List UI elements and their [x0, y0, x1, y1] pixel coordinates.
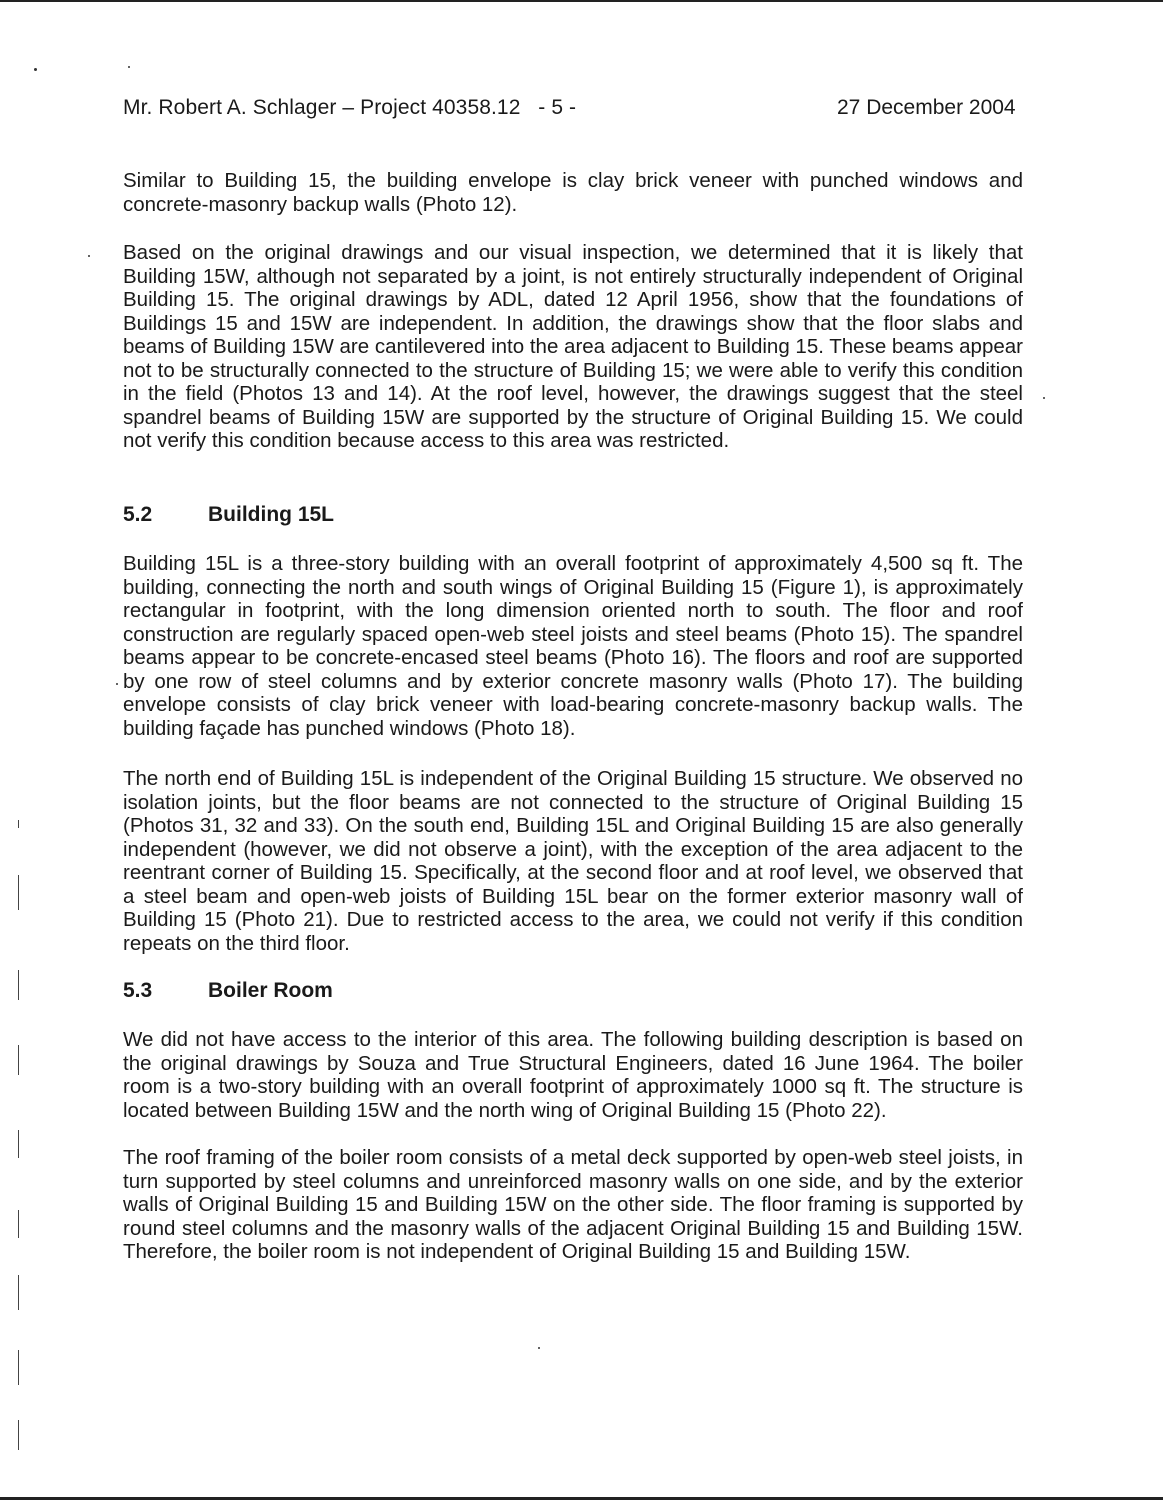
scan-speck — [128, 66, 130, 68]
page-header-date: 27 December 2004 — [837, 96, 1016, 119]
section-title: Building 15L — [208, 503, 334, 526]
paragraph-building-15l-independence: The north end of Building 15L is independent of the Original Building 15 structure. We observed no isolation joints, but the floor beams are not connected to the structure of Original Building 15 (Photos 31, 32 and 33). On the south end, Building 15L and Original Building 15 are also generally independent (however, we did not observe a joint), with the exception of the area adjacent to the reentrant corner of Building 15. Specifically, at the second floor and at roof level, we observed that a steel beam and open-web joists of Building 15L bear on the former exterior masonry wall of Building 15 (Photo 21). Due to restricted access to the area, we could not verify if this condition repeats on the third floor. — [123, 767, 1023, 955]
section-number: 5.2 — [123, 503, 153, 526]
scan-margin-mark — [18, 1210, 19, 1238]
section-heading-5-2 — [123, 503, 334, 527]
scan-margin-mark — [18, 1045, 19, 1075]
scan-margin-mark — [18, 1275, 19, 1310]
paragraph-building-envelope: Similar to Building 15, the building envelope is clay brick veneer with punched windows and concrete-masonry backup walls (Photo 12). — [123, 169, 1023, 216]
paragraph-boiler-room-framing: The roof framing of the boiler room consists of a metal deck supported by open-web steel joists, in turn supported by steel columns and unreinforced masonry walls on one side, and by the exterior walls of Original Building 15 and Building 15W on the other side. The floor framing is supported by round steel columns and the masonry walls of the adjacent Original Building 15 and Building 15W. Therefore, the boiler room is not independent of Original Building 15 and Building 15W. — [123, 1146, 1023, 1263]
scan-margin-mark — [18, 970, 19, 1000]
scan-margin-mark — [18, 1420, 19, 1450]
paragraph-building-15l-description: Building 15L is a three-story building with an overall footprint of approximately 4,500 sq ft. The building, connecting the north and south wings of Original Building 15 (Figure 1), is approximately rectangular in footprint, with the long dimension oriented north to south. The floor and roof construction are regularly spaced open-web steel joists and steel beams (Photo 15). The spandrel beams appear to be concrete-encased steel beams (Photo 16). The floors and roof are supported by one row of steel columns and by exterior concrete masonry walls (Photo 17). The building envelope consists of clay brick veneer with load-bearing concrete-masonry backup walls. The building façade has punched windows (Photo 18). — [123, 552, 1023, 740]
scan-speck — [116, 683, 118, 685]
scan-margin-mark — [18, 1130, 19, 1158]
scan-margin-mark — [18, 875, 19, 910]
section-number: 5.3 — [123, 979, 153, 1002]
scan-speck — [1043, 397, 1045, 399]
scan-edge-top — [0, 0, 1163, 2]
paragraph-boiler-room-description: We did not have access to the interior of this area. The following building description is based on the original drawings by Souza and True Structural Engineers, dated 16 June 1964. The boiler room is a two-story building with an overall footprint of approximately 1000 sq ft. The structure is located between Building 15W and the north wing of Original Building 15 (Photo 22). — [123, 1028, 1023, 1122]
scan-speck — [88, 255, 90, 257]
scan-margin-mark — [18, 820, 19, 828]
paragraph-building-15w-independence: Based on the original drawings and our visual inspection, we determined that it is likely that Building 15W, although not separated by a joint, is not entirely structurally independent of Original Building 15. The original drawings by ADL, dated 12 April 1956, show that the foundations of Buildings 15 and 15W are independent. In addition, the drawings show that the floor slabs and beams of Building 15W are cantilevered into the area adjacent to Building 15. These beams appear not to be structurally connected to the structure of Building 15; we were able to verify this condition in the field (Photos 13 and 14). At the roof level, however, the drawings suggest that the steel spandrel beams of Building 15W are supported by the structure of Original Building 15. We could not verify this condition because access to this area was restricted. — [123, 241, 1023, 452]
page-header-recipient-project: Mr. Robert A. Schlager – Project 40358.12 - 5 - — [123, 96, 577, 119]
section-title: Boiler Room — [208, 979, 333, 1002]
scan-speck — [34, 68, 37, 71]
scan-speck — [538, 1347, 540, 1349]
scan-margin-mark — [18, 1350, 19, 1385]
section-heading-5-3 — [123, 979, 333, 1003]
